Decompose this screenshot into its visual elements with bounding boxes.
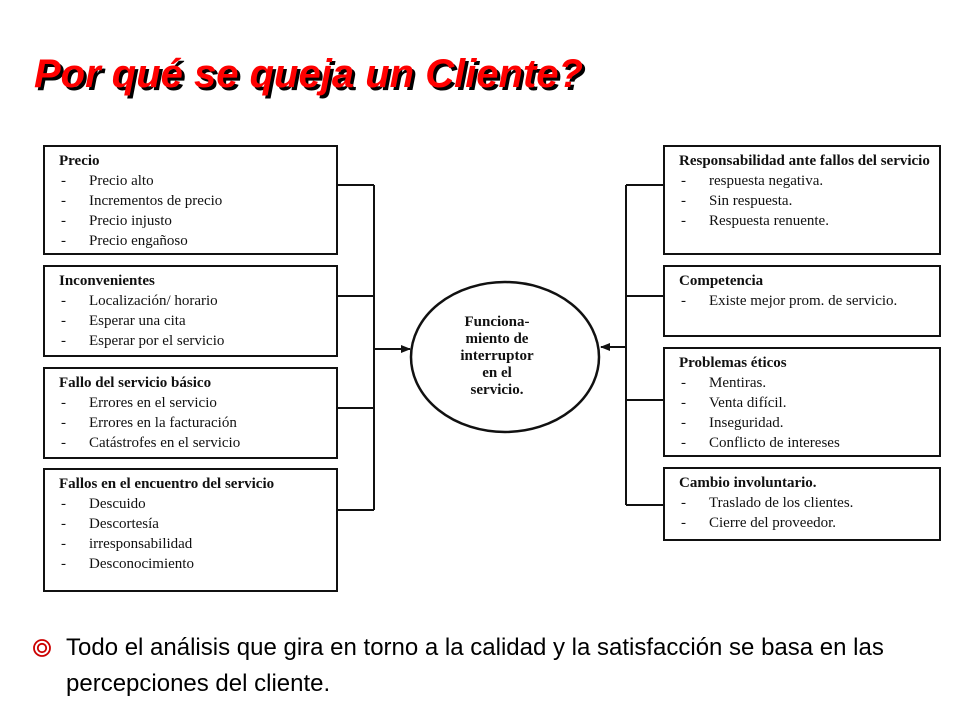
box-title: Inconvenientes bbox=[59, 273, 155, 289]
dash: - bbox=[681, 515, 686, 531]
dash: - bbox=[681, 193, 686, 209]
right-bracket bbox=[626, 185, 663, 505]
dash: - bbox=[61, 556, 66, 572]
item-text: Descortesía bbox=[89, 516, 159, 532]
box-inconvenientes bbox=[43, 265, 338, 357]
center-line: miento de bbox=[465, 331, 529, 347]
item-text: Venta difícil. bbox=[709, 395, 787, 411]
dash: - bbox=[61, 233, 66, 249]
item-text: Inseguridad. bbox=[709, 415, 784, 431]
item-text: Incrementos de precio bbox=[89, 193, 223, 209]
item-text: Errores en la facturación bbox=[89, 415, 237, 431]
center-line: Funciona- bbox=[464, 314, 530, 330]
list-item bbox=[59, 291, 328, 311]
list-item bbox=[59, 554, 328, 574]
item-text: Precio injusto bbox=[89, 213, 172, 229]
list-item bbox=[679, 393, 931, 413]
list-item bbox=[59, 534, 328, 554]
dash: - bbox=[61, 173, 66, 189]
list-item bbox=[679, 211, 931, 231]
dash: - bbox=[681, 213, 686, 229]
item-text: Catástrofes en el servicio bbox=[89, 435, 241, 451]
box-title: Fallo del servicio básico bbox=[59, 375, 212, 391]
dash: - bbox=[681, 395, 686, 411]
list-item bbox=[679, 413, 931, 433]
box-title: Fallos en el encuentro del servicio bbox=[59, 476, 275, 492]
box-title: Precio bbox=[59, 153, 100, 169]
list-item bbox=[59, 433, 328, 453]
dash: - bbox=[61, 435, 66, 451]
list-item bbox=[59, 514, 328, 534]
list-item bbox=[59, 191, 328, 211]
list-item bbox=[59, 171, 328, 191]
dash: - bbox=[681, 173, 686, 189]
dash: - bbox=[61, 193, 66, 209]
dash: - bbox=[61, 415, 66, 431]
dash: - bbox=[61, 496, 66, 512]
dash: - bbox=[681, 495, 686, 511]
item-text: Localización/ horario bbox=[89, 293, 218, 309]
box-precio bbox=[43, 145, 338, 255]
item-text: Existe mejor prom. de servicio. bbox=[709, 293, 898, 309]
bullet-text: Todo el análisis que gira en torno a la calidad y la satisfacción se basa en las percepciones del cliente. bbox=[66, 634, 884, 697]
dash: - bbox=[61, 516, 66, 532]
list-item bbox=[59, 393, 328, 413]
item-text: Precio engañoso bbox=[89, 233, 188, 249]
list-item bbox=[679, 291, 931, 311]
box-cambio-involuntario bbox=[663, 467, 941, 541]
item-text: Errores en el servicio bbox=[89, 395, 217, 411]
list-item bbox=[679, 373, 931, 393]
list-item bbox=[59, 231, 328, 251]
box-responsabilidad bbox=[663, 145, 941, 255]
box-fallos-encuentro bbox=[43, 468, 338, 592]
item-text: Cierre del proveedor. bbox=[709, 515, 837, 531]
item-text: Respuesta renuente. bbox=[709, 213, 829, 229]
item-text: Desconocimiento bbox=[89, 556, 194, 572]
item-text: Sin respuesta. bbox=[709, 193, 793, 209]
list-item bbox=[679, 493, 931, 513]
dash: - bbox=[681, 293, 686, 309]
dash: - bbox=[61, 333, 66, 349]
dash: - bbox=[61, 213, 66, 229]
dash: - bbox=[61, 293, 66, 309]
item-text: Traslado de los clientes. bbox=[709, 495, 854, 511]
item-text: Mentiras. bbox=[709, 375, 767, 391]
box-problemas-eticos bbox=[663, 347, 941, 457]
item-text: Esperar una cita bbox=[89, 313, 186, 329]
list-item bbox=[679, 513, 931, 533]
item-text: Esperar por el servicio bbox=[89, 333, 225, 349]
list-item bbox=[679, 171, 931, 191]
list-item bbox=[59, 211, 328, 231]
double-circle-bullet-icon bbox=[32, 638, 52, 658]
list-item bbox=[679, 433, 931, 453]
box-title: Responsabilidad ante fallos del servicio bbox=[679, 153, 930, 169]
box-title: Problemas éticos bbox=[679, 355, 787, 371]
item-text: irresponsabilidad bbox=[89, 536, 193, 552]
dash: - bbox=[61, 536, 66, 552]
list-item bbox=[679, 191, 931, 211]
dash: - bbox=[61, 395, 66, 411]
list-item bbox=[59, 331, 328, 351]
dash: - bbox=[681, 435, 686, 451]
item-text: Descuido bbox=[89, 496, 146, 512]
item-text: Conflicto de intereses bbox=[709, 435, 840, 451]
page-title: Por qué se queja un Cliente? bbox=[34, 52, 583, 96]
dash: - bbox=[61, 313, 66, 329]
item-text: Precio alto bbox=[89, 173, 154, 189]
list-item bbox=[59, 311, 328, 331]
center-line: interruptor bbox=[460, 348, 534, 364]
box-fallo-servicio-basico bbox=[43, 367, 338, 459]
list-item bbox=[59, 413, 328, 433]
dash: - bbox=[681, 415, 686, 431]
box-competencia bbox=[663, 265, 941, 337]
left-bracket bbox=[338, 185, 374, 510]
box-title: Cambio involuntario. bbox=[679, 475, 817, 491]
list-item bbox=[59, 494, 328, 514]
center-node-label bbox=[424, 314, 570, 399]
item-text: respuesta negativa. bbox=[709, 173, 824, 189]
box-title: Competencia bbox=[679, 273, 764, 289]
center-line: servicio. bbox=[470, 382, 524, 398]
dash: - bbox=[681, 375, 686, 391]
center-line: en el bbox=[482, 365, 512, 381]
